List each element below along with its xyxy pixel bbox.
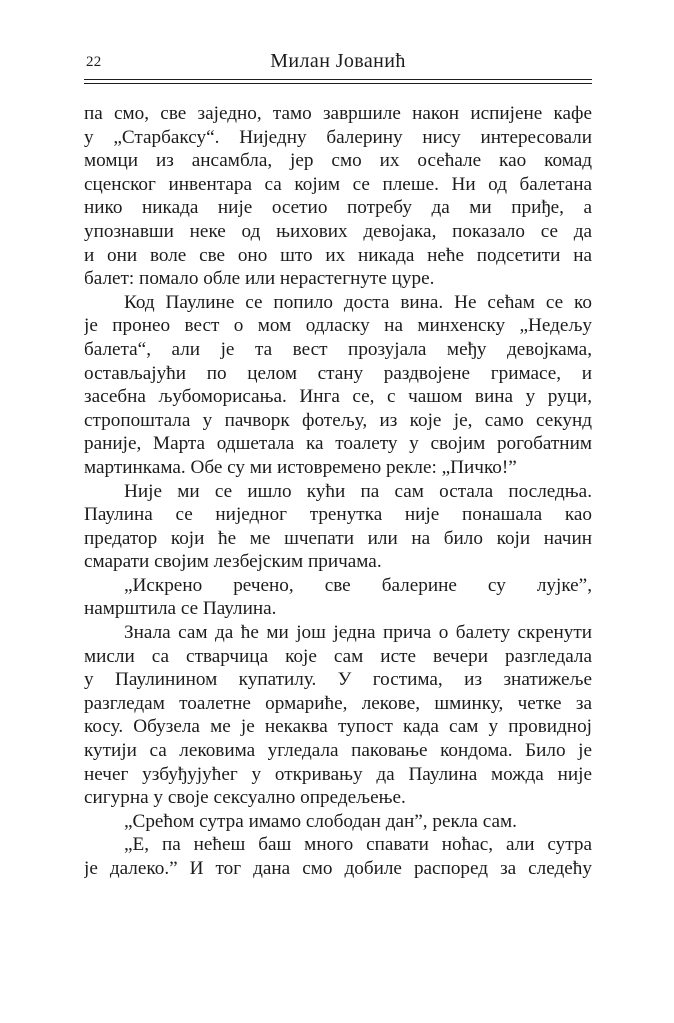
text-line: нечег узбуђујућег у откривању да Паулина можда није xyxy=(84,763,592,785)
text-line: стропоштала у пачворк фотељу, из које је, само секунд xyxy=(84,409,592,431)
text-line: балета“, али је та вест прозујала међу девојкама, xyxy=(84,338,592,360)
text-line: разгледам тоалетне ормариће, лекове, шминку, четке за xyxy=(84,692,592,714)
text-line: нико никада није осетио потребу да ми приђе, а xyxy=(84,197,592,219)
running-title: Милан Јованић xyxy=(270,50,406,72)
text-line: засебна љубоморисања. Инга се, с чашом вина у руци, xyxy=(84,386,592,408)
text-line: косу. Обузела ме је некаква тупост када сам у провидној xyxy=(84,716,592,738)
text-line: па смо, све заједно, тамо завршиле након испијене кафе xyxy=(84,103,592,124)
text-line: смарати својим лезбејским причама. xyxy=(84,551,382,573)
text-line: мисли са стварчица које сам исте вечери разгледала xyxy=(84,645,592,667)
header-rule-bottom xyxy=(84,83,592,84)
text-line: момци из ансамбла, јер смо их осећале као комад xyxy=(84,150,592,172)
text-line: остављајући по целом стану раздвојене гримасе, и xyxy=(84,362,592,384)
text-line: намрштила се Паулина. xyxy=(84,598,277,620)
text-line: је далеко.” И тог дана смо добиле распоред за следећу xyxy=(84,858,592,879)
text-line: Знала сам да ће ми још једна прича о балету скренути xyxy=(124,622,592,644)
text-line: и они воле све оно што их никада неће подсетити на xyxy=(84,244,592,266)
text-line: Код Паулине се попило доста вина. Не сећам се ко xyxy=(124,291,592,313)
page-header xyxy=(84,48,592,82)
text-line: у „Старбаксу“. Ниједну балерину нису интересовали xyxy=(84,126,592,148)
text-line: балет: помало обле или нерастегнуте цуре. xyxy=(84,268,435,290)
text-line: сигурна у своје сексуално опредељење. xyxy=(84,787,406,809)
text-line: кутији са лековима угледала паковање кондома. Било је xyxy=(84,740,592,762)
text-line: предатор који ће ме шчепати или на било који начин xyxy=(84,527,592,549)
header-rule-top xyxy=(84,79,592,80)
text-line: у Паулинином купатилу. У гостима, из знатижеље xyxy=(84,669,592,691)
text-line: „Е, па нећеш баш много спавати ноћас, али сутра xyxy=(124,834,592,856)
text-line: Није ми се ишло кући па сам остала последња. xyxy=(124,480,592,502)
text-line: Паулина се ниједног тренутка није понашала као xyxy=(84,504,592,526)
text-line: је пронео вест о мом одласку на минхенску „Недељу xyxy=(84,315,592,337)
text-line: упознавши неке од њихових девојака, показало се да xyxy=(84,220,592,242)
body-text xyxy=(84,102,592,881)
text-line: „Искрено речено, све балерине су лујке”, xyxy=(124,574,592,596)
text-line: раније, Марта одшетала ка тоалету у својим рогобатним xyxy=(84,433,592,455)
page-number: 22 xyxy=(86,54,102,70)
text-line: мартинкама. Обе су ми истовремено рекле: „Пичко!” xyxy=(84,456,517,478)
text-line: сценског инвентара са којим се плеше. Ни од балетана xyxy=(84,173,592,195)
text-line: „Срећом сутра имамо слободан дан”, рекла сам. xyxy=(124,810,517,832)
